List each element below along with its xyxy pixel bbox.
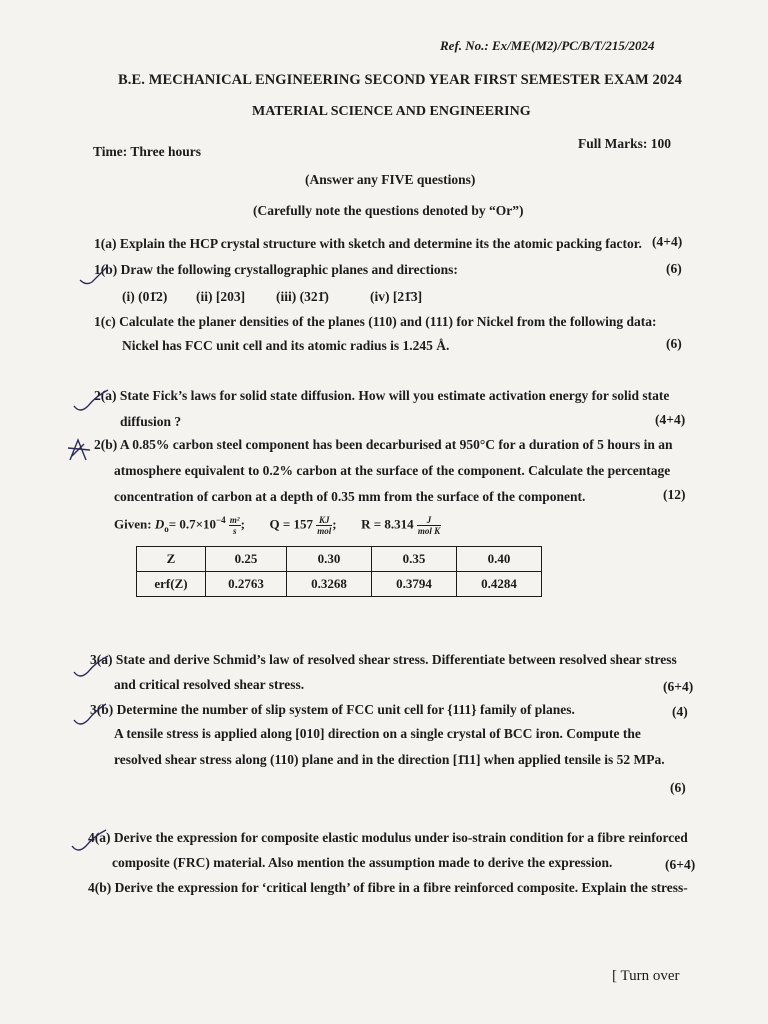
table-cell: 0.3794 xyxy=(372,572,457,597)
question-1a-marks: (4+4) xyxy=(652,234,683,249)
table-cell: erf(Z) xyxy=(137,572,206,597)
handwritten-tick-icon xyxy=(72,700,110,730)
d0-unit: $\frac{\text{m²}}{s}$ xyxy=(229,515,240,536)
question-1c-marks: (6) xyxy=(666,336,682,351)
question-2a-line-2: diffusion ? xyxy=(120,414,182,429)
question-1b-marks: (6) xyxy=(666,261,682,276)
d0-separator: ; xyxy=(240,516,245,532)
d0-subscript: o xyxy=(164,524,169,535)
question-1b-item-1: (i) (01̄2) xyxy=(122,289,168,304)
table-cell: 0.35 xyxy=(372,547,457,572)
r-value: R = 8.314 xyxy=(361,516,414,532)
question-3a-marks: (6+4) xyxy=(663,679,694,694)
handwritten-tick-icon xyxy=(72,650,112,682)
question-2b-line-2: atmosphere equivalent to 0.2% carbon at the surface of the component. Calculate the percentage xyxy=(114,463,671,478)
question-4a-marks: (6+4) xyxy=(665,857,696,872)
handwritten-tick-icon xyxy=(78,262,110,288)
question-2a-marks: (4+4) xyxy=(655,412,686,427)
d0-exponent: −4 xyxy=(216,515,226,526)
q-separator: ; xyxy=(332,516,337,532)
question-4a-line-1: 4(a) Derive the expression for composite elastic modulus under iso-strain condition for a fibre reinforced xyxy=(88,830,688,845)
question-3b-line-3: resolved shear stress along (110) plane and in the direction [1̄11] when applied tensile is 52 MPa. xyxy=(114,752,665,767)
question-2b-line-3: concentration of carbon at a depth of 0.35 mm from the surface of the component. xyxy=(114,489,586,504)
question-1b-item-3: (iii) (321̄) xyxy=(276,289,329,304)
question-3a-line-2: and critical resolved shear stress. xyxy=(114,677,305,692)
d0-value: = 0.7×10 xyxy=(168,516,217,532)
question-1c-line-2: Nickel has FCC unit cell and its atomic radius is 1.245 Å. xyxy=(122,338,450,353)
table-cell: 0.2763 xyxy=(206,572,287,597)
reference-number: Ref. No.: Ex/ME(M2)/PC/B/T/215/2024 xyxy=(440,38,655,53)
question-2b-marks: (12) xyxy=(663,487,686,502)
table-cell: 0.40 xyxy=(457,547,542,572)
question-2b-line-1: 2(b) A 0.85% carbon steel component has been decarburised at 950°C for a duration of 5 hours in an xyxy=(94,437,673,452)
table-cell: 0.3268 xyxy=(287,572,372,597)
question-1a: 1(a) Explain the HCP crystal structure with sketch and determine its the atomic packing factor. xyxy=(94,236,642,251)
question-3b-line-1: 3(b) Determine the number of slip system of FCC unit cell for {111} family of planes. xyxy=(90,702,575,717)
time-allowed: Time: Three hours xyxy=(93,144,202,159)
table-cell: 0.30 xyxy=(287,547,372,572)
turn-over-note: [ Turn over xyxy=(612,968,680,984)
given-data xyxy=(114,515,441,536)
question-3b-line-2: A tensile stress is applied along [010] direction on a single crystal of BCC iron. Compute the xyxy=(114,726,641,741)
question-4b-line-1: 4(b) Derive the expression for ‘critical length’ of fibre in a fibre reinforced composite. Explain the stress- xyxy=(88,880,688,895)
question-4a-line-2: composite (FRC) material. Also mention the assumption made to derive the expression. xyxy=(112,855,613,870)
d0-symbol: D xyxy=(154,516,165,532)
table-cell: 0.25 xyxy=(206,547,287,572)
question-2a-line-1: 2(a) State Fick’s laws for solid state diffusion. How will you estimate activation energy for solid state xyxy=(94,388,670,403)
full-marks: Full Marks: 100 xyxy=(578,136,671,151)
question-3a-line-1: 3(a) State and derive Schmid’s law of resolved shear stress. Differentiate between resolved shear stress xyxy=(90,652,677,667)
table-row xyxy=(137,547,542,572)
question-1b-item-2: (ii) [203] xyxy=(196,289,246,304)
question-3b-marks-1: (4) xyxy=(672,704,688,719)
r-unit: $\frac{J}{\text{mol K}}$ xyxy=(417,515,441,536)
handwritten-tick-icon xyxy=(70,826,110,856)
subject-title: MATERIAL SCIENCE AND ENGINEERING xyxy=(252,104,531,119)
instruction-answer-five: (Answer any FIVE questions) xyxy=(305,172,476,187)
handwritten-tick-icon xyxy=(72,386,112,416)
question-1c-line-1: 1(c) Calculate the planer densities of the planes (110) and (111) for Nickel from the following data: xyxy=(94,314,657,329)
q-value: Q = 157 xyxy=(269,516,313,532)
q-unit: $\frac{KJ}{\text{mol}}$ xyxy=(317,515,332,536)
handwritten-star-icon xyxy=(64,436,94,466)
question-3b-marks-2: (6) xyxy=(670,780,686,795)
instruction-or-note: (Carefully note the questions denoted by “Or”) xyxy=(253,203,524,218)
given-label: Given: xyxy=(114,516,152,532)
question-1b: 1(b) Draw the following crystallographic planes and directions: xyxy=(94,262,458,277)
question-1b-item-4: (iv) [21̄3] xyxy=(370,289,423,304)
erf-table xyxy=(136,546,542,597)
table-cell: Z xyxy=(137,547,206,572)
exam-title: B.E. MECHANICAL ENGINEERING SECOND YEAR FIRST SEMESTER EXAM 2024 xyxy=(118,72,682,88)
table-row xyxy=(137,572,542,597)
table-cell: 0.4284 xyxy=(457,572,542,597)
